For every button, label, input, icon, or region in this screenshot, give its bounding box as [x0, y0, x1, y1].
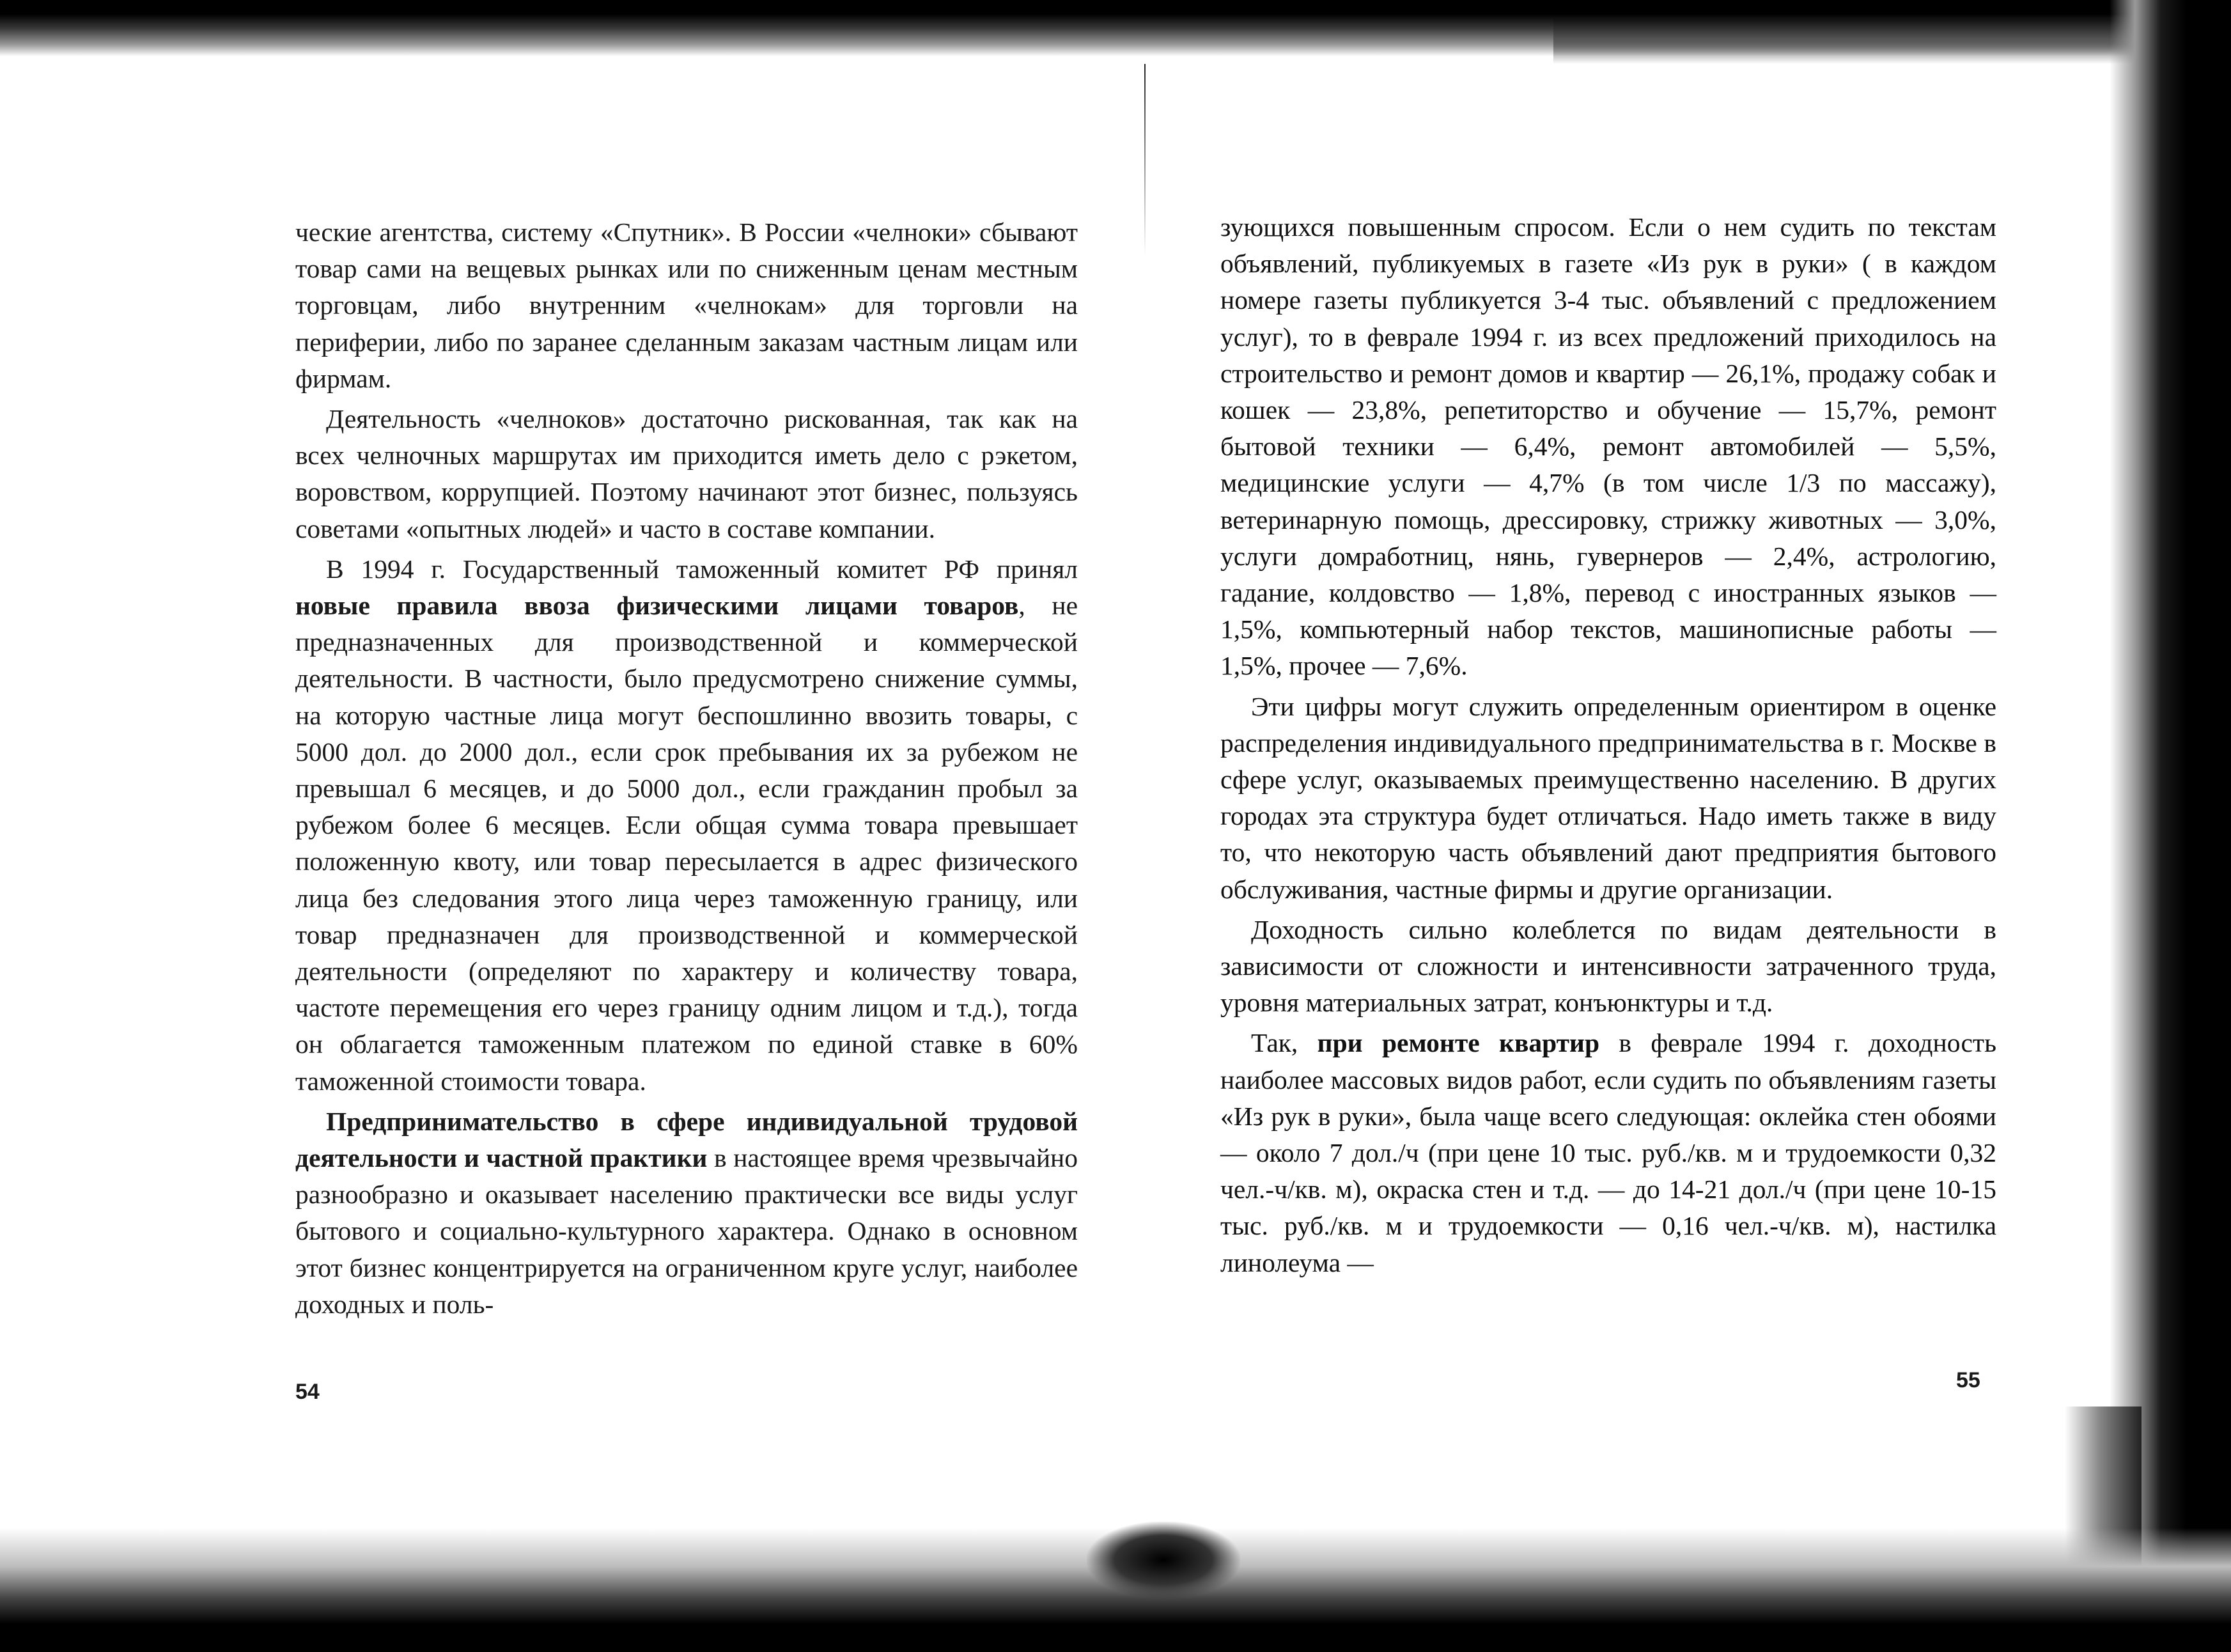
book-spine-shadow — [1087, 1522, 1240, 1598]
text-run: В 1994 г. Государственный таможенный комитет РФ принял — [326, 554, 1078, 584]
paragraph-p1 — [295, 214, 1078, 397]
text-run: зующихся повышенным спросом. Если о нем судить по текстам объявлений, публикуемых в газете «Из рук в руки» ( в каждом номере газеты публикуется 3-4 тыс. объявлений с предложением услуг), то в феврале 1994 г. из всех предложений приходилось на строительство и ремонт домов и квартир — 26,1%, продажу собак и кошек — 23,8%, репетиторство и обучение — 15,7%, ремонт бытовой техники — 6,4%, ремонт автомобилей — 5,5%, медицинские услуги — 4,7% (в том числе 1/3 по массажу), ветеринарную помощь, дрессировку, стрижку животных — 3,0%, услуги домработниц, нянь, гувернеров — 2,4%, астрологию, гадание, колдовство — 1,8%, перевод с иностранных языков — 1,5%, компьютерный набор текстов, машинописные работы — 1,5%, прочее — 7,6%. — [1220, 212, 1996, 681]
page-number-left: 54 — [295, 1380, 320, 1404]
paragraph-r2 — [1220, 689, 1996, 908]
paragraph-r4 — [1220, 1025, 1996, 1281]
bold-phrase: Предпринимательство в сфере индивидуальной трудовой деятельности и частной практики — [295, 1106, 1078, 1173]
page-number-right: 55 — [1956, 1368, 1980, 1392]
text-run: в феврале 1994 г. доходность наиболее массовых видов работ, если судить по объявлениям газеты «Из рук в руки», была чаще всего следующая: оклейка стен обоями — около 7 дол./ч (при цене 10 тыс. руб./кв. м и трудоемкости 0,32 чел.-ч/кв. м), окраска стен и т.д. — до 14-21 дол./ч (при цене 10-15 тыс. руб./кв. м и трудоемкости — 0,16 чел.-ч/кв. м), настилка линолеума — — [1220, 1028, 1996, 1277]
right-page-text — [1220, 209, 1996, 1281]
paragraph-r1 — [1220, 209, 1996, 685]
text-run: Доходность сильно колеблется по видам деятельности в зависимости от сложности и интенсивности затраченного труда, уровня материальных затрат, конъюнктуры и т.д. — [1220, 914, 1996, 1018]
paragraph-p4 — [295, 1103, 1078, 1323]
scan-shadow-right — [2110, 0, 2231, 1652]
bold-phrase: при ремонте квартир — [1317, 1028, 1600, 1058]
text-run: Так, — [1251, 1028, 1318, 1058]
paragraph-p3 — [295, 551, 1078, 1100]
bold-phrase: новые правила ввоза физическими лицами товаров — [295, 591, 1019, 621]
text-run: ческие агентства, систему «Спутник». В России «челноки» сбывают товар сами на вещевых рынках или по сниженным ценам местным торговцам, либо внутренним «челнокам» для торговли на периферии, либо по заранее сделанным заказам частным лицам или фирмам. — [295, 217, 1078, 393]
paragraph-r3 — [1220, 912, 1996, 1022]
text-run: Деятельность «челноков» достаточно рискованная, так как на всех челночных маршрутах им приходится иметь дело с рэкетом, воровством, коррупцией. Поэтому начинают этот бизнес, пользуясь советами «опытных людей» и часто в составе компании. — [295, 404, 1078, 543]
page-gutter — [1144, 64, 1146, 256]
text-run: , не предназначенных для производственной и коммерческой деятельности. В частности, было предусмотрено снижение суммы, на которую частные лица могут беспошлинно ввозить товары, с 5000 дол. до 2000 дол., если срок пребывания их за рубежом не превышал 6 месяцев, и до 5000 дол., если гражданин пробыл за рубежом более 6 месяцев. Если общая сумма товара превышает положенную квоту, или товар пересылается в адрес физического лица без следования этого лица через таможенную границу, или товар предназначен для производственной и коммерческой деятельности (определяют по характеру и количеству товара, частоте перемещения его через границу одним лицом и т.д.), тогда он облагается таможенным платежом по единой ставке в 60% таможенной стоимости товара. — [295, 591, 1078, 1096]
paragraph-p2 — [295, 401, 1078, 547]
text-run: Эти цифры могут служить определенным ориентиром в оценке распределения индивидуального предпринимательства в г. Москве в сфере услуг, оказываемых преимущественно населению. В других городах эта структура будет отличаться. Надо иметь также в виду то, что некоторую часть объявлений дают предприятия бытового обслуживания, частные фирмы и другие организации. — [1220, 691, 1996, 904]
text-run: в настоящее время чрезвычайно разнообразно и оказывает населению практически все виды услуг бытового и социально-культурного характера. Однако в основном этот бизнес концентрируется на ограниченном круге услуг, наиболее доходных и поль- — [295, 1143, 1078, 1319]
scan-shadow-top-right — [1553, 19, 2161, 64]
left-page-text — [295, 214, 1078, 1323]
